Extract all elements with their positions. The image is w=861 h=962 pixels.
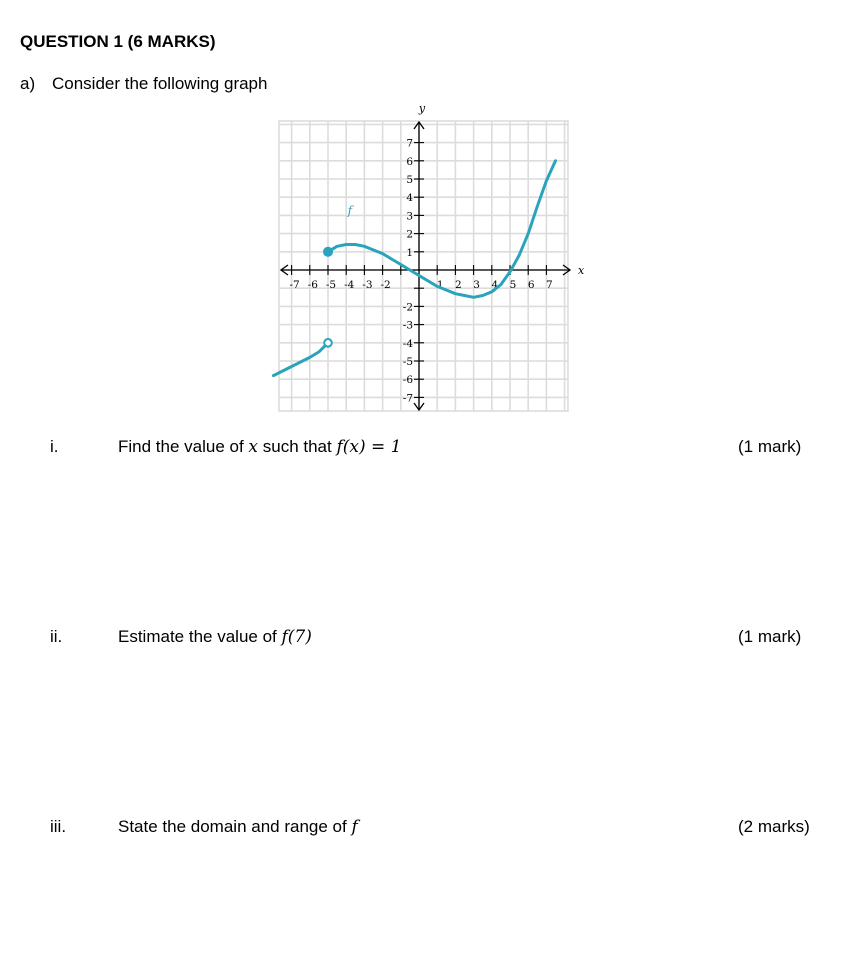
x-tick-label: 3 xyxy=(473,279,480,291)
x-tick-label: 7 xyxy=(546,279,553,291)
x-tick-label: -5 xyxy=(325,279,337,291)
item-numeral: ii. xyxy=(50,627,63,646)
part-a-text: Consider the following graph xyxy=(52,74,268,93)
x-tick-label: 5 xyxy=(509,279,517,291)
grid-background xyxy=(279,121,568,411)
item-marks: (2 marks) xyxy=(738,817,810,836)
math-expression: f(7) xyxy=(281,627,312,647)
y-tick-label: -4 xyxy=(402,337,413,350)
x-axis-label: x xyxy=(578,264,585,277)
y-axis-label: y xyxy=(418,102,426,115)
item-text: State the domain and range of f xyxy=(118,817,358,837)
x-tick-label: -4 xyxy=(344,279,355,291)
math-expression: f(x) = 1 xyxy=(336,437,402,457)
y-tick-label: 6 xyxy=(406,155,413,168)
x-tick-label: 1 xyxy=(436,279,444,291)
y-tick-label: 1 xyxy=(406,246,413,259)
x-tick-label: 6 xyxy=(527,279,535,291)
y-tick-label: 7 xyxy=(406,137,413,150)
closed-endpoint xyxy=(324,247,333,256)
item-numeral: iii. xyxy=(50,817,67,836)
item-text: Estimate the value of f(7) xyxy=(118,627,312,647)
item-marks: (1 mark) xyxy=(738,437,802,456)
math-variable: x xyxy=(248,437,259,457)
x-tick-label: -3 xyxy=(362,279,373,291)
item-text: Find the value of x such that f(x) = 1 xyxy=(118,437,402,457)
x-tick-label: -7 xyxy=(289,279,300,291)
y-tick-label: -7 xyxy=(402,392,413,405)
item-marks: (1 mark) xyxy=(738,627,802,646)
curve-label: f xyxy=(347,203,353,218)
open-endpoint xyxy=(324,339,332,347)
part-a-heading xyxy=(20,74,267,94)
y-tick-label: 2 xyxy=(406,228,413,241)
item-numeral: i. xyxy=(50,437,59,456)
y-tick-label: 3 xyxy=(406,210,413,223)
x-tick-label: -6 xyxy=(307,279,318,291)
math-variable: f xyxy=(351,817,358,837)
part-a-label: a) xyxy=(20,74,36,93)
x-tick-label: 4 xyxy=(491,279,499,291)
x-tick-label: 2 xyxy=(455,279,462,291)
y-tick-label: -3 xyxy=(402,319,413,332)
graph-svg xyxy=(272,96,585,416)
y-tick-label: -6 xyxy=(402,374,413,387)
y-tick-label: 4 xyxy=(406,192,413,205)
question-title: QUESTION 1 (6 MARKS) xyxy=(20,32,216,51)
function-graph xyxy=(272,96,585,421)
y-tick-label: -2 xyxy=(402,301,413,314)
y-tick-label: -5 xyxy=(402,356,413,368)
x-tick-label: -2 xyxy=(380,279,391,291)
y-tick-label: 5 xyxy=(406,174,413,186)
